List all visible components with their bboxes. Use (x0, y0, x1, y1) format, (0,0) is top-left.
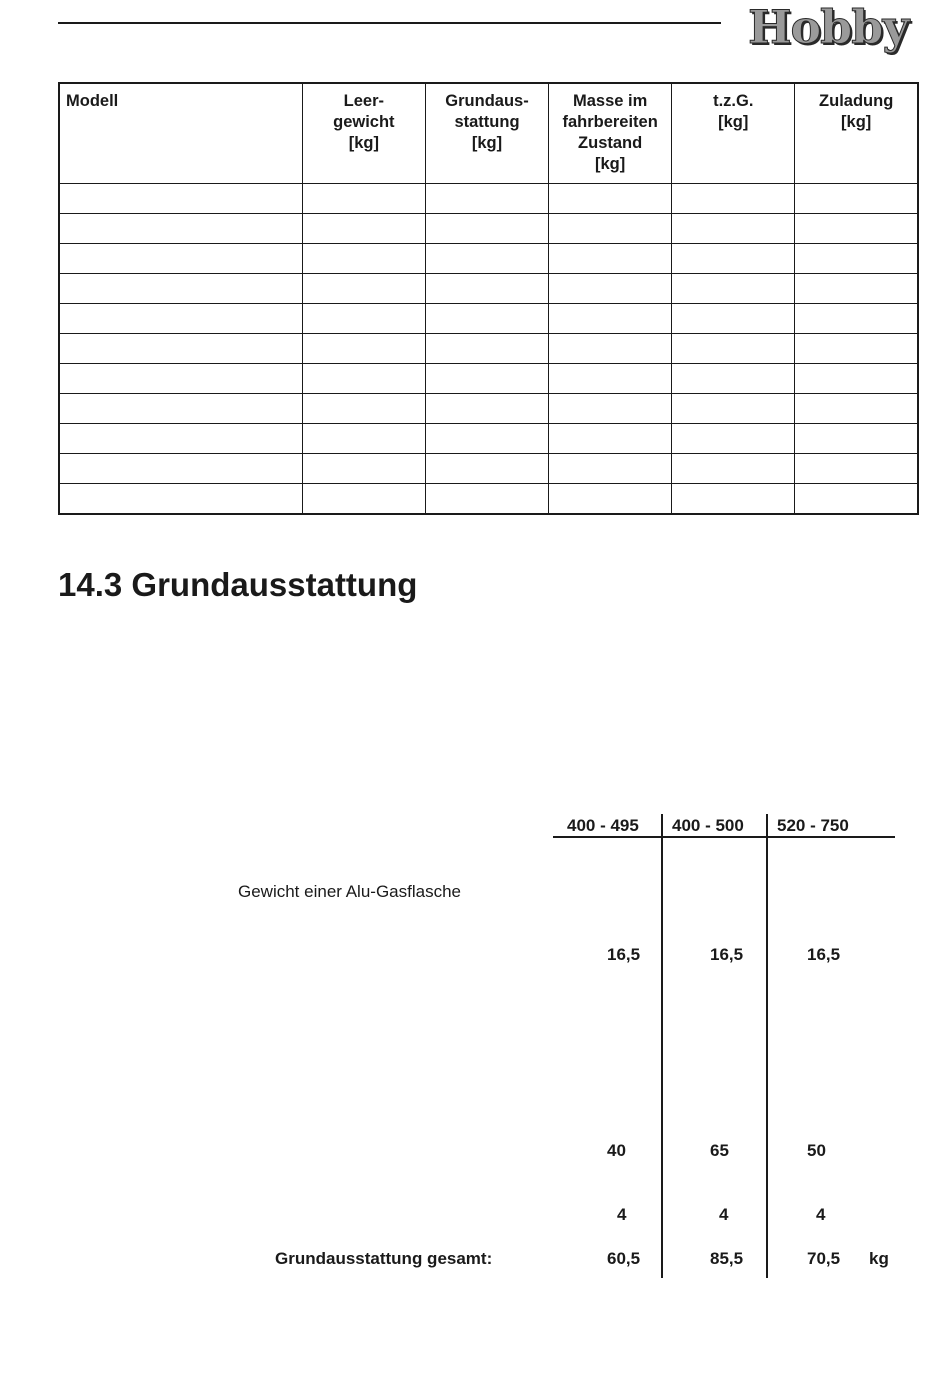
model-column-header-3: 520 - 750 (777, 816, 849, 835)
table-row (59, 394, 918, 424)
value-cell: 4 (617, 1205, 627, 1224)
table-cell (795, 454, 918, 484)
table-cell (672, 454, 795, 484)
value-cell: 65 (710, 1141, 729, 1160)
table-cell (549, 244, 672, 274)
table-row (59, 184, 918, 214)
table-cell (59, 184, 302, 214)
table-cell (302, 244, 425, 274)
header-rule (58, 22, 721, 24)
table-cell (795, 334, 918, 364)
table-cell (425, 244, 548, 274)
table-cell (59, 394, 302, 424)
column-header-grundausstattung: Grundaus- stattung [kg] (425, 83, 548, 184)
table-cell (59, 484, 302, 515)
table-cell (59, 274, 302, 304)
table-cell (795, 274, 918, 304)
total-value: 85,5 (710, 1249, 744, 1268)
table-cell (425, 214, 548, 244)
column-header-leergewicht: Leer- gewicht [kg] (302, 83, 425, 184)
table-cell (302, 274, 425, 304)
table-cell (59, 424, 302, 454)
table-cell (302, 304, 425, 334)
table-cell (795, 364, 918, 394)
table-cell (672, 274, 795, 304)
table-row (59, 274, 918, 304)
table-cell (672, 214, 795, 244)
table-cell (302, 214, 425, 244)
table-row (59, 304, 918, 334)
table-cell (795, 214, 918, 244)
table-cell (425, 454, 548, 484)
table-cell (795, 394, 918, 424)
table-cell (425, 184, 548, 214)
table-cell (302, 454, 425, 484)
table-cell (302, 424, 425, 454)
value-cell: 50 (807, 1141, 826, 1160)
table-cell (672, 394, 795, 424)
weight-table (58, 82, 919, 515)
table-cell (549, 454, 672, 484)
table-cell (672, 364, 795, 394)
value-cell: 16,5 (710, 945, 744, 964)
table-cell (59, 304, 302, 334)
table-cell (425, 424, 548, 454)
column-divider-1 (661, 814, 663, 1278)
hobby-logo: Hobby (748, 0, 909, 54)
unit-label: kg (869, 1249, 889, 1268)
header-underline (553, 836, 895, 838)
table-cell (302, 394, 425, 424)
column-header-masse: Masse im fahrbereiten Zustand [kg] (549, 83, 672, 184)
table-cell (59, 214, 302, 244)
value-cell: 4 (816, 1205, 826, 1224)
table-cell (549, 484, 672, 515)
value-cell: 4 (719, 1205, 729, 1224)
table-cell (795, 304, 918, 334)
table-cell (672, 484, 795, 515)
table-cell (795, 184, 918, 214)
table-cell (549, 304, 672, 334)
table-cell (425, 394, 548, 424)
table-row (59, 454, 918, 484)
table-row (59, 424, 918, 454)
table-cell (302, 334, 425, 364)
table-cell (795, 484, 918, 515)
table-cell (672, 334, 795, 364)
table-row (59, 364, 918, 394)
table-cell (302, 184, 425, 214)
total-label: Grundausstattung gesamt: (275, 1249, 493, 1268)
table-cell (302, 364, 425, 394)
row-label-gasflasche: Gewicht einer Alu-Gasflasche (238, 882, 461, 901)
table-cell (59, 364, 302, 394)
table-cell (549, 424, 672, 454)
table-cell (549, 394, 672, 424)
total-value: 60,5 (607, 1249, 641, 1268)
table-cell (549, 184, 672, 214)
column-divider-2 (766, 814, 768, 1278)
model-column-header-1: 400 - 495 (567, 816, 639, 835)
value-cell: 40 (607, 1141, 626, 1160)
value-cell: 16,5 (807, 945, 841, 964)
column-header-modell: Modell (59, 83, 302, 184)
table-cell (549, 214, 672, 244)
table-row (59, 244, 918, 274)
column-header-tzg: t.z.G. [kg] (672, 83, 795, 184)
table-cell (425, 484, 548, 515)
table-cell (59, 334, 302, 364)
table-cell (795, 244, 918, 274)
table-row (59, 334, 918, 364)
table-cell (672, 184, 795, 214)
column-header-zuladung: Zuladung [kg] (795, 83, 918, 184)
table-cell (795, 424, 918, 454)
total-value: 70,5 (807, 1249, 841, 1268)
table-cell (425, 304, 548, 334)
table-cell (59, 454, 302, 484)
table-cell (59, 244, 302, 274)
table-cell (672, 304, 795, 334)
table-cell (672, 244, 795, 274)
table-cell (549, 274, 672, 304)
section-title: 14.3 Grundausstattung (58, 566, 418, 603)
weight-table-header-row (59, 83, 918, 184)
table-cell (302, 484, 425, 515)
table-row (59, 484, 918, 515)
value-cell: 16,5 (607, 945, 641, 964)
table-cell (425, 364, 548, 394)
table-row (59, 214, 918, 244)
table-cell (672, 424, 795, 454)
table-cell (549, 364, 672, 394)
model-column-header-2: 400 - 500 (672, 816, 744, 835)
table-cell (425, 274, 548, 304)
table-cell (549, 334, 672, 364)
table-cell (425, 334, 548, 364)
